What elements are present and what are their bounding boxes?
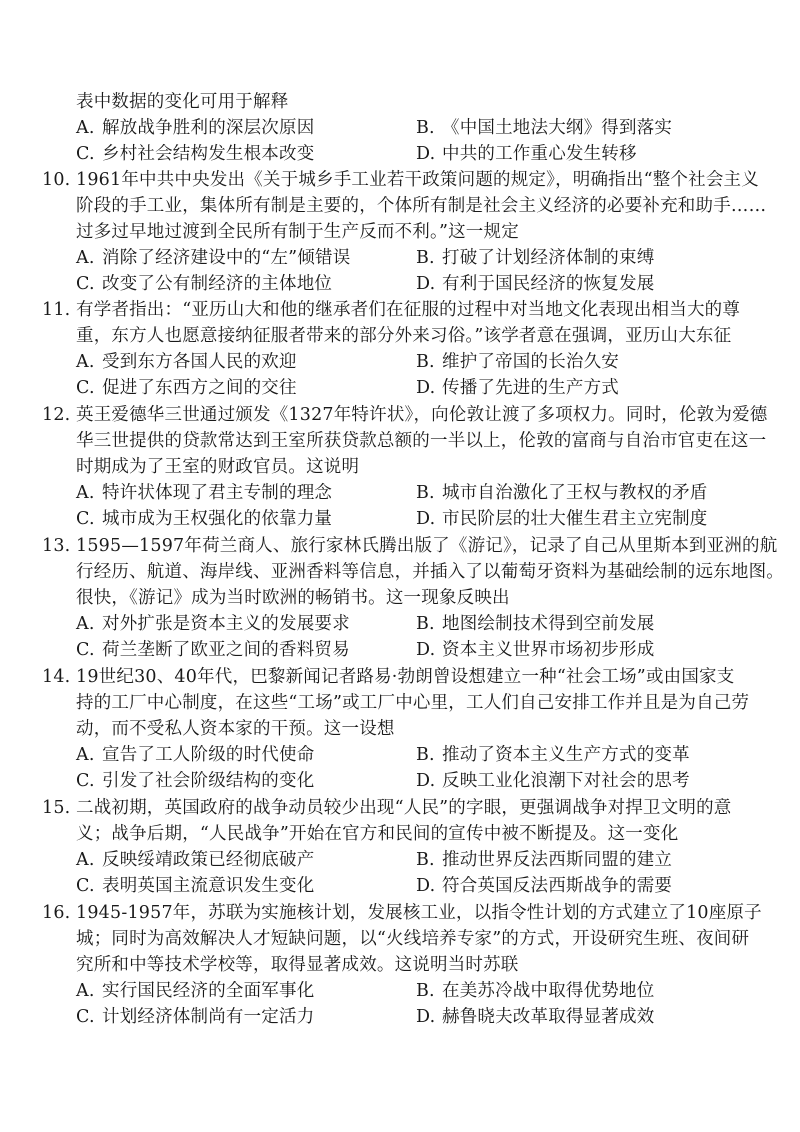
question-12-stem-line-3: 时期成为了王室的财政官员。这说明 xyxy=(76,457,360,477)
question-16-option-a: A. 实行国民经济的全面军事化 xyxy=(76,981,315,1001)
option-text: 改变了公有制经济的主体地位 xyxy=(102,274,333,294)
question-10-stem-line-3: 过多过早地过渡到全民所有制于生产反而不利。”这一规定 xyxy=(76,222,519,242)
question-13-stem-line-2: 行经历、航道、海岸线、亚洲香料等信息，并插入了以葡萄牙资料为基础绘制的远东地图。 xyxy=(76,562,784,582)
option-text: 反映工业化浪潮下对社会的思考 xyxy=(442,771,690,791)
option-text: 在美苏冷战中取得优势地位 xyxy=(442,981,655,1001)
option-text: 解放战争胜利的深层次原因 xyxy=(102,118,315,138)
option-text: 受到东方各国人民的欢迎 xyxy=(102,352,297,372)
option-text: 引发了社会阶级结构的变化 xyxy=(102,771,315,791)
option-text: 《中国土地法大纲》得到落实 xyxy=(442,118,673,138)
question-14-option-a: A. 宣告了工人阶级的时代使命 xyxy=(76,745,315,765)
question-9-option-a: A. 解放战争胜利的深层次原因 xyxy=(76,118,315,138)
option-text: 符合英国反法西斯战争的需要 xyxy=(442,876,673,896)
question-16-number: 16. xyxy=(42,903,71,923)
question-14-number: 14. xyxy=(42,667,71,687)
question-11-option-c: C. 促进了东西方之间的交往 xyxy=(76,378,297,398)
question-12-option-c: C. 城市成为王权强化的依靠力量 xyxy=(76,509,333,529)
question-13-number: 13. xyxy=(42,536,71,556)
question-10-stem-line-2: 阶段的手工业，集体所有制是主要的，个体所有制是社会主义经济的必要补充和助手…… xyxy=(76,196,767,216)
question-10-option-c: C. 改变了公有制经济的主体地位 xyxy=(76,274,333,294)
question-9-option-c: C. 乡村社会结构发生根本改变 xyxy=(76,144,315,164)
question-12-option-d: D. 市民阶层的壮大催生君主立宪制度 xyxy=(416,509,708,529)
option-text: 推动了资本主义生产方式的变革 xyxy=(442,745,690,765)
question-9-option-d: D. 中共的工作重心发生转移 xyxy=(416,144,637,164)
question-10-number: 10. xyxy=(42,170,71,190)
question-15-number: 15. xyxy=(42,798,71,818)
question-10-stem-line-1: 1961年中共中央发出《关于城乡手工业若干政策问题的规定》，明确指出“整个社会主义 xyxy=(76,170,759,190)
question-13-option-c: C. 荷兰垄断了欧亚之间的香料贸易 xyxy=(76,640,350,660)
question-16-stem-line-2: 城；同时为高效解决人才短缺问题，以“火线培养专家”的方式，开设研究生班、夜间研 xyxy=(76,929,750,949)
question-14-option-c: C. 引发了社会阶级结构的变化 xyxy=(76,771,315,791)
option-text: 反映绥靖政策已经彻底破产 xyxy=(102,850,315,870)
option-text: 宣告了工人阶级的时代使命 xyxy=(102,745,315,765)
option-text: 市民阶层的壮大催生君主立宪制度 xyxy=(442,509,708,529)
option-text: 荷兰垄断了欧亚之间的香料贸易 xyxy=(102,640,350,660)
option-text: 传播了先进的生产方式 xyxy=(442,378,619,398)
question-9-stem-line-1: 表中数据的变化可用于解释 xyxy=(76,92,289,112)
question-16-stem-line-1: 1945-1957年，苏联为实施核计划，发展核工业，以指令性计划的方式建立了10座原子 xyxy=(76,903,762,923)
question-10-option-b: B. 打破了计划经济体制的束缚 xyxy=(416,248,655,268)
option-text: 特许状体现了君主专制的理念 xyxy=(102,483,333,503)
question-12-stem-line-2: 华三世提供的贷款常达到王室所获贷款总额的一半以上，伦敦的富商与自治市官吏在这一 xyxy=(76,431,767,451)
question-13-option-d: D. 资本主义世界市场初步形成 xyxy=(416,640,655,660)
option-text: 对外扩张是资本主义的发展要求 xyxy=(102,614,350,634)
option-text: 资本主义世界市场初步形成 xyxy=(442,640,655,660)
option-text: 计划经济体制尚有一定活力 xyxy=(102,1007,315,1027)
question-10-option-d: D. 有利于国民经济的恢复发展 xyxy=(416,274,655,294)
question-12-option-b: B. 城市自治激化了王权与教权的矛盾 xyxy=(416,483,708,503)
question-11-stem-line-1: 有学者指出：“亚历山大和他的继承者们在征服的过程中对当地文化表现出相当大的尊 xyxy=(76,300,741,320)
option-text: 地图绘制技术得到空前发展 xyxy=(442,614,655,634)
option-text: 打破了计划经济体制的束缚 xyxy=(442,248,655,268)
question-12-option-a: A. 特许状体现了君主专制的理念 xyxy=(76,483,333,503)
question-13-option-b: B. 地图绘制技术得到空前发展 xyxy=(416,614,655,634)
question-11-number: 11. xyxy=(42,300,71,320)
question-14-stem-line-2: 持的工厂中心制度，在这些“工场”或工厂中心里，工人们自己安排工作并且是为自己劳 xyxy=(76,693,750,713)
question-11-stem-line-2: 重，东方人也愿意接纳征服者带来的部分外来习俗。”该学者意在强调，亚历山大东征 xyxy=(76,326,732,346)
question-11-option-d: D. 传播了先进的生产方式 xyxy=(416,378,619,398)
question-16-option-c: C. 计划经济体制尚有一定活力 xyxy=(76,1007,315,1027)
question-16-option-b: B. 在美苏冷战中取得优势地位 xyxy=(416,981,655,1001)
question-13-stem-line-3: 很快，《游记》成为当时欧洲的畅销书。这一现象反映出 xyxy=(76,588,510,608)
option-text: 推动世界反法西斯同盟的建立 xyxy=(442,850,673,870)
option-text: 表明英国主流意识发生变化 xyxy=(102,876,315,896)
question-16-stem-line-3: 究所和中等技术学校等，取得显著成效。这说明当时苏联 xyxy=(76,955,519,975)
question-15-option-c: C. 表明英国主流意识发生变化 xyxy=(76,876,315,896)
question-13-stem-line-1: 1595—1597年荷兰商人、旅行家林氏腾出版了《游记》，记录了自己从里斯本到亚洲的航 xyxy=(76,536,778,556)
question-15-option-a: A. 反映绥靖政策已经彻底破产 xyxy=(76,850,315,870)
option-text: 维护了帝国的长治久安 xyxy=(442,352,619,372)
option-text: 城市成为王权强化的依靠力量 xyxy=(102,509,333,529)
option-text: 赫鲁晓夫改革取得显著成效 xyxy=(442,1007,655,1027)
option-text: 城市自治激化了王权与教权的矛盾 xyxy=(442,483,708,503)
question-14-stem-line-1: 19世纪30、40年代，巴黎新闻记者路易·勃朗曾设想建立一种“社会工场”或由国家支 xyxy=(76,667,735,687)
question-15-option-d: D. 符合英国反法西斯战争的需要 xyxy=(416,876,673,896)
question-12-stem-line-1: 英王爱德华三世通过颁发《1327年特许状》，向伦敦让渡了多项权力。同时，伦敦为爱德 xyxy=(76,405,768,425)
question-16-option-d: D. 赫鲁晓夫改革取得显著成效 xyxy=(416,1007,655,1027)
option-text: 消除了经济建设中的“左”倾错误 xyxy=(102,248,351,268)
option-text: 有利于国民经济的恢复发展 xyxy=(442,274,655,294)
question-15-option-b: B. 推动世界反法西斯同盟的建立 xyxy=(416,850,673,870)
question-12-number: 12. xyxy=(42,405,71,425)
option-text: 乡村社会结构发生根本改变 xyxy=(102,144,315,164)
option-text: 促进了东西方之间的交往 xyxy=(102,378,297,398)
question-14-stem-line-3: 动，而不受私人资本家的干预。这一设想 xyxy=(76,719,395,739)
question-15-stem-line-2: 义；战争后期，“人民战争”开始在官方和民间的宣传中被不断提及。这一变化 xyxy=(76,824,679,844)
question-14-option-b: B. 推动了资本主义生产方式的变革 xyxy=(416,745,690,765)
question-11-option-a: A. 受到东方各国人民的欢迎 xyxy=(76,352,297,372)
option-text: 中共的工作重心发生转移 xyxy=(442,144,637,164)
question-13-option-a: A. 对外扩张是资本主义的发展要求 xyxy=(76,614,350,634)
question-10-option-a: A. 消除了经济建设中的“左”倾错误 xyxy=(76,248,351,268)
question-9-option-b: B. 《中国土地法大纲》得到落实 xyxy=(416,118,673,138)
question-15-stem-line-1: 二战初期，英国政府的战争动员较少出现“人民”的字眼，更强调战争对捍卫文明的意 xyxy=(76,798,732,818)
option-text: 实行国民经济的全面军事化 xyxy=(102,981,315,1001)
question-14-option-d: D. 反映工业化浪潮下对社会的思考 xyxy=(416,771,690,791)
question-11-option-b: B. 维护了帝国的长治久安 xyxy=(416,352,619,372)
